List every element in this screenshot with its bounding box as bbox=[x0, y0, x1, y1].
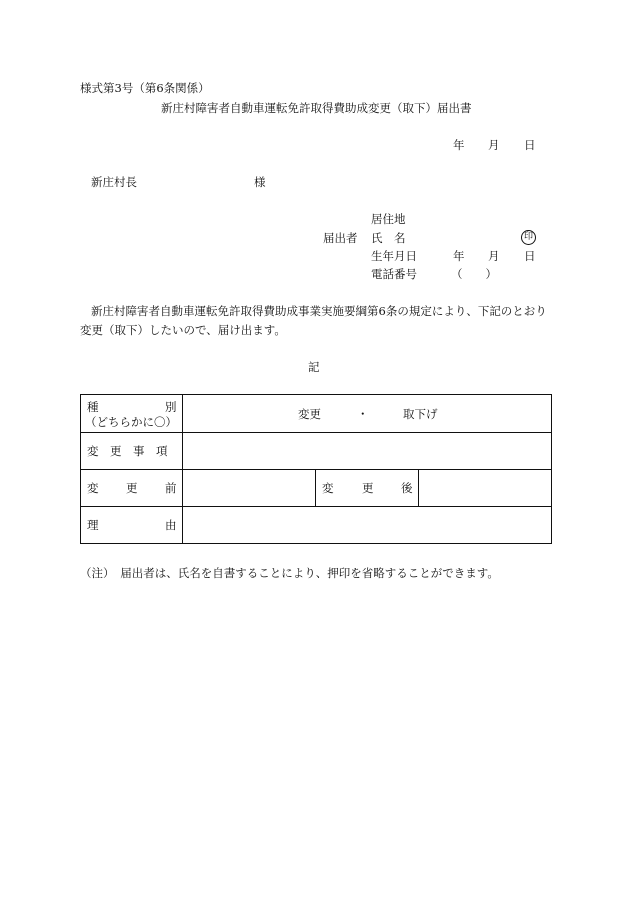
before-label-2: 更 bbox=[126, 481, 138, 495]
type-sub-label: （どちらかに〇） bbox=[85, 415, 177, 429]
date-month: 月 bbox=[488, 138, 500, 152]
phone-label: 電話番号 bbox=[371, 267, 417, 281]
date-day: 日 bbox=[524, 138, 536, 152]
change-items-label: 変 更 事 項 bbox=[87, 444, 168, 458]
phone-parens: （ ） bbox=[451, 267, 497, 281]
type-option-withdraw: 取下げ bbox=[403, 407, 438, 421]
address-label: 居住地 bbox=[371, 212, 406, 226]
after-value-divider bbox=[418, 469, 419, 506]
after-label-3: 後 bbox=[401, 481, 413, 495]
birth-year: 年 bbox=[453, 249, 465, 263]
reason-label-2: 由 bbox=[165, 518, 177, 532]
body-line-2: 変更（取下）したいので、届け出ます。 bbox=[80, 323, 286, 337]
type-option-change: 変更 bbox=[298, 407, 321, 421]
row-divider bbox=[81, 432, 551, 433]
type-label-2: 別 bbox=[165, 400, 177, 414]
addressee-honorific: 様 bbox=[254, 175, 266, 189]
document-title: 新庄村障害者自動車運転免許取得費助成変更（取下）届出書 bbox=[161, 101, 472, 115]
type-separator: ・ bbox=[357, 407, 369, 421]
label-column-divider bbox=[182, 395, 183, 543]
after-label-1: 変 bbox=[322, 481, 334, 495]
row-divider bbox=[81, 469, 551, 470]
birth-label: 生年月日 bbox=[371, 249, 417, 263]
addressee-name: 新庄村長 bbox=[91, 175, 137, 189]
before-after-divider bbox=[315, 469, 316, 506]
birth-month: 月 bbox=[488, 249, 500, 263]
name-label: 氏 名 bbox=[371, 231, 406, 245]
application-table bbox=[80, 394, 552, 544]
body-line-1: 新庄村障害者自動車運転免許取得費助成事業実施要綱第6条の規定により、下記のとおり bbox=[91, 304, 547, 318]
date-year: 年 bbox=[453, 138, 465, 152]
after-label-2: 更 bbox=[362, 481, 374, 495]
type-label-1: 種 bbox=[87, 400, 99, 414]
ki-heading: 記 bbox=[308, 360, 320, 374]
applicant-label: 届出者 bbox=[323, 231, 358, 245]
reason-label-1: 理 bbox=[87, 518, 99, 532]
before-label-3: 前 bbox=[165, 481, 177, 495]
form-number: 様式第3号（第6条関係） bbox=[80, 81, 210, 95]
note: （注） 届出者は、氏名を自書することにより、押印を省略することができます。 bbox=[80, 566, 499, 580]
before-label-1: 変 bbox=[87, 481, 99, 495]
row-divider bbox=[81, 506, 551, 507]
birth-day: 日 bbox=[524, 249, 536, 263]
seal-mark: 印 bbox=[521, 230, 536, 245]
